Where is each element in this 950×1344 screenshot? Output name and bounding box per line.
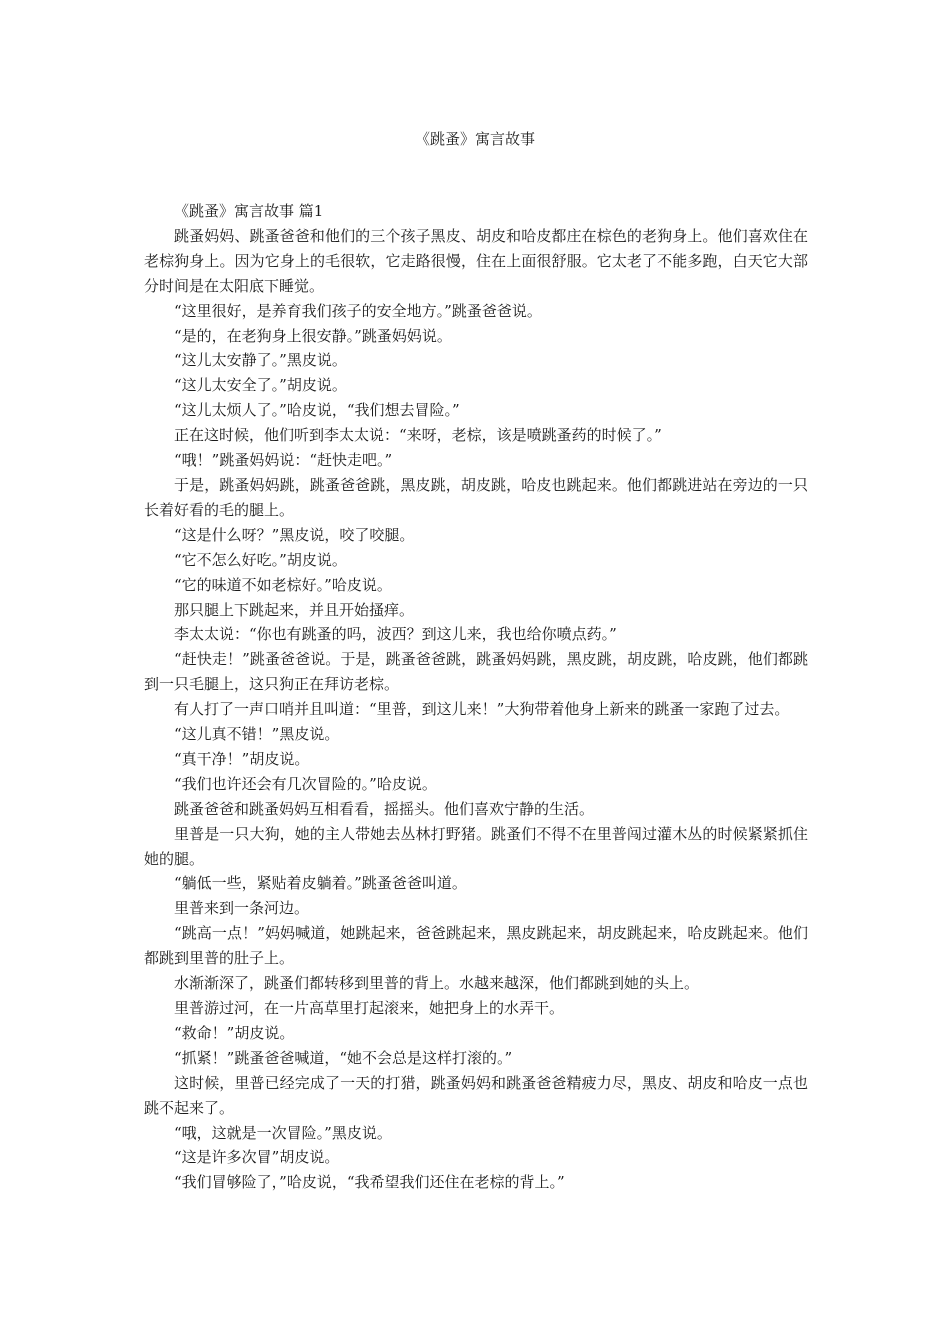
paragraph: “这儿太安静了。”黑皮说。 — [174, 351, 347, 370]
paragraph: “哦，这就是一次冒险。”黑皮说。 — [174, 1123, 392, 1142]
paragraph: 里普游过河，在一片高草里打起滚来，她把身上的水弄干。 — [174, 999, 565, 1017]
paragraph-heading: 《跳蚤》寓言故事 篇1 — [174, 202, 324, 220]
paragraph: 于是，跳蚤妈妈跳，跳蚤爸爸跳，黑皮跳，胡皮跳，哈皮也跳起来。他们都跳进站在旁边的一只长着好看的毛的腿上。 — [144, 475, 808, 519]
paragraph: 正在这时候，他们听到李太太说：“来呀，老棕，该是喷跳蚤药的时候了。” — [174, 426, 662, 445]
paragraph: “它的味道不如老棕好。”哈皮说。 — [174, 575, 392, 594]
paragraph: “真干净！”胡皮说。 — [174, 749, 310, 768]
paragraph: 跳蚤妈妈、跳蚤爸爸和他们的三个孩子黑皮、胡皮和哈皮都庄在棕色的老狗身上。他们喜欢住在老棕狗身上。因为它身上的毛很软，它走路很慢，住在上面很舒服。它太老了不能多跑，白天它大部分时间是在太阳底下睡觉。 — [144, 226, 808, 295]
paragraph: “这里很好，是养育我们孩子的安全地方。”跳蚤爸爸说。 — [174, 301, 542, 320]
paragraph: “是的，在老狗身上很安静。”跳蚤妈妈说。 — [174, 326, 452, 345]
paragraph: “赶快走！”跳蚤爸爸说。于是，跳蚤爸爸跳，跳蚤妈妈跳，黑皮跳，胡皮跳，哈皮跳，他们都跳到一只毛腿上，这只狗正在拜访老棕。 — [144, 650, 808, 694]
paragraph: 这时候，里普已经完成了一天的打猎，跳蚤妈妈和跳蚤爸爸精疲力尽，黑皮、胡皮和哈皮一点也跳不起来了。 — [144, 1073, 808, 1117]
paragraph: “救命！”胡皮说。 — [174, 1023, 295, 1042]
paragraph: “抓紧！”跳蚤爸爸喊道，“她不会总是这样打滚的。” — [174, 1048, 513, 1067]
paragraph: “我们也许还会有几次冒险的。”哈皮说。 — [174, 774, 437, 793]
paragraph: “这是什么呀？”黑皮说，咬了咬腿。 — [174, 525, 415, 544]
paragraph: “它不怎么好吃。”胡皮说。 — [174, 550, 347, 569]
paragraph: “哦！”跳蚤妈妈说：“赶快走吧。” — [174, 451, 393, 470]
paragraph: “这儿太安全了。”胡皮说。 — [174, 376, 347, 395]
paragraph: 有人打了一声口哨并且叫道：“里普，到这儿来！”大狗带着他身上新来的跳蚤一家跑了过去。 — [174, 700, 790, 719]
paragraph: “这儿太烦人了。”哈皮说，“我们想去冒险。” — [174, 401, 460, 420]
paragraph: “我们冒够险了，”哈皮说，“我希望我们还住在老棕的背上。” — [174, 1173, 565, 1192]
paragraph: 那只腿上下跳起来，并且开始搔痒。 — [174, 600, 415, 619]
paragraph: “这儿真不错！”黑皮说。 — [174, 725, 340, 744]
paragraph: “跳高一点！”妈妈喊道，她跳起来，爸爸跳起来，黑皮跳起来，胡皮跳起来，哈皮跳起来。他们都跳到里普的肚子上。 — [144, 924, 808, 968]
paragraph: “躺低一些，紧贴着皮躺着。”跳蚤爸爸叫道。 — [174, 874, 467, 893]
paragraph: 李太太说：“你也有跳蚤的吗，波西？到这儿来，我也给你喷点药。” — [174, 625, 617, 644]
paragraph: 里普来到一条河边。 — [174, 899, 310, 918]
paragraph: “这是许多次冒”胡皮说。 — [174, 1148, 340, 1167]
document-title: 《跳蚤》寓言故事 — [414, 130, 535, 148]
paragraph: 水渐渐深了，跳蚤们都转移到里普的背上。水越来越深，他们都跳到她的头上。 — [174, 974, 700, 993]
document-body — [144, 199, 808, 1195]
paragraph: 跳蚤爸爸和跳蚤妈妈互相看看，摇摇头。他们喜欢宁静的生活。 — [174, 799, 595, 818]
paragraph: 里普是一只大狗，她的主人带她去丛林打野猪。跳蚤们不得不在里普闯过灌木丛的时候紧紧抓住她的腿。 — [144, 824, 808, 868]
